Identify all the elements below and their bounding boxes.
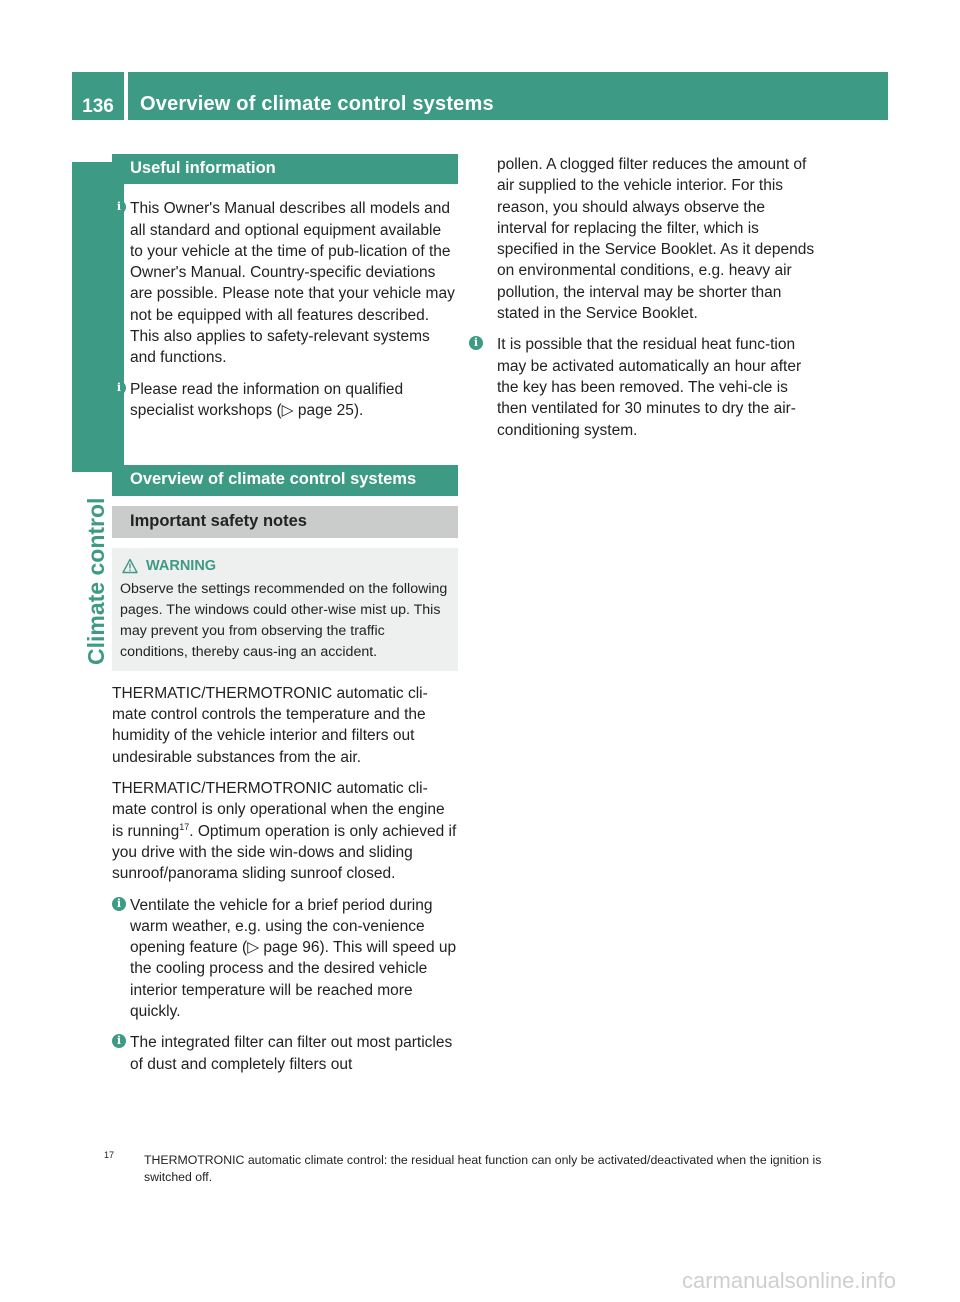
info-text: Please read the information on qualified specialist workshops (▷ page 25). xyxy=(130,380,404,419)
warning-label: WARNING xyxy=(146,557,217,574)
left-column xyxy=(112,154,458,1085)
useful-info-heading: Useful information xyxy=(112,154,458,184)
warning-text: Observe the settings recommended on the following pages. The windows could other-wise mist up. This may prevent you from observing the traffic conditions, thereby caus-ing an accident. xyxy=(120,580,448,660)
paragraph-text: . Optimum operation is only achieved if you drive with the side win-dows and sliding sunroof/panorama sliding sunroof closed. xyxy=(112,822,457,883)
info-text: Ventilate the vehicle for a brief period during warm weather, e.g. using the con-venience opening feature (▷ page 96). This will speed up the cooling process and the desired vehicle interior temperature will be reached more quickly. xyxy=(130,896,457,1021)
overview-heading: Overview of climate control systems xyxy=(112,465,458,495)
page-title: Overview of climate control systems xyxy=(128,72,888,120)
info-icon: i xyxy=(112,381,126,395)
info-text: This Owner's Manual describes all models and all standard and optional equipment available to your vehicle at the time of pub-lication of the Owner's Manual. Country-specific deviations are possible. Please note that your vehicle may not be equipped with all features described. This also applies to safety-relevant systems and functions. xyxy=(130,200,455,367)
info-icon: i xyxy=(112,1034,126,1048)
info-note xyxy=(112,895,458,1023)
footnote-number: 17 xyxy=(104,1150,115,1160)
right-column xyxy=(469,154,815,451)
page-number: 136 xyxy=(72,72,124,120)
warning-box xyxy=(112,548,458,671)
info-icon: i xyxy=(112,897,126,911)
footnote xyxy=(104,1152,864,1186)
footnote-ref: 17 xyxy=(179,821,190,832)
watermark: carmanualsonline.info xyxy=(681,1268,896,1293)
sidebar-section-label: Climate control xyxy=(83,497,109,665)
info-text: The integrated filter can filter out most particles of dust and completely filters out xyxy=(130,1034,453,1073)
info-note xyxy=(112,379,458,422)
paragraph: THERMATIC/THERMOTRONIC automatic cli-mate control controls the temperature and the humidity of the vehicle interior and filters out undesirable substances from the air. xyxy=(112,684,428,766)
info-icon: i xyxy=(469,336,483,350)
paragraph xyxy=(112,778,458,884)
continued-paragraph: pollen. A clogged filter reduces the amount of air supplied to the vehicle interior. For this reason, you should always observe the interval for replacing the filter, which is specified in the Service Booklet. As it depends on environmental conditions, e.g. heavy air pollution, the interval may be shorter than stated in the Service Booklet. xyxy=(497,156,815,323)
info-icon: i xyxy=(112,200,126,214)
info-note xyxy=(112,198,458,368)
footnote-text: THERMOTRONIC automatic climate control: the residual heat function can only be activated/deactivated when the ignition is switched off. xyxy=(144,1153,822,1184)
info-note xyxy=(469,334,815,440)
paragraph-text: THERMATIC/THERMOTRONIC automatic cli-mate control is only operational when the engine is running xyxy=(112,780,445,840)
info-text: It is possible that the residual heat func-tion may be activated automatically an hour after the key has been removed. The vehi-cle is then ventilated for 30 minutes to dry the air-conditioning system. xyxy=(497,336,802,439)
info-note xyxy=(112,1032,458,1075)
warning-triangle-icon xyxy=(122,558,138,574)
warning-header xyxy=(120,556,448,577)
safety-notes-heading: Important safety notes xyxy=(112,506,458,538)
